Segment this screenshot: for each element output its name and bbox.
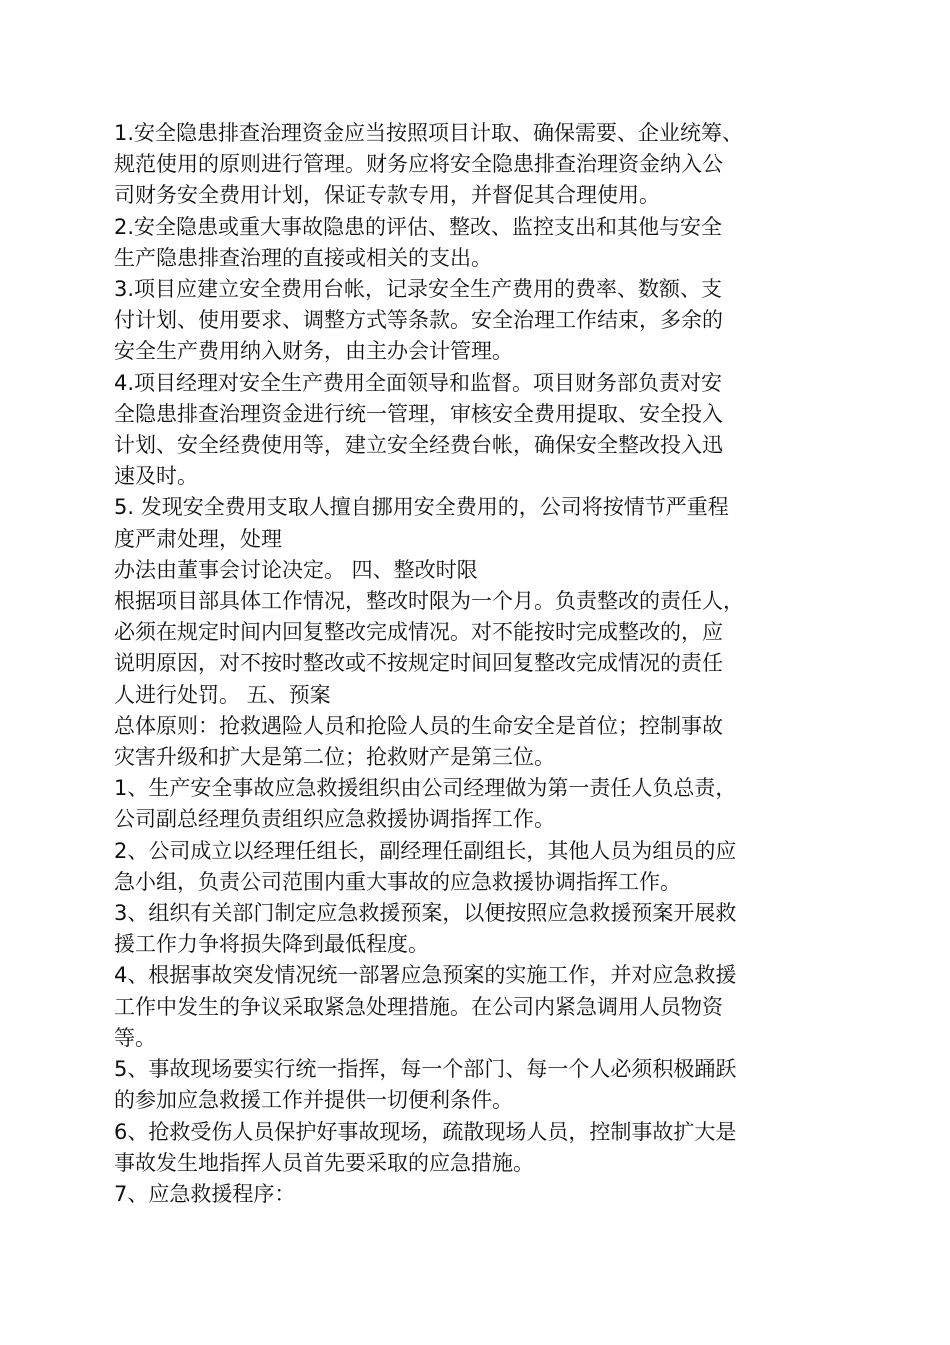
text-line: 1、生产安全事故应急救援组织由公司经理做为第一责任人负总责， [114,776,737,801]
paragraph-manager-oversight [114,368,794,493]
text-line: 的参加应急救援工作并提供一切便利条件。 [114,1088,513,1113]
paragraph-hazard-expenses [114,212,794,274]
paragraph-item-4 [114,960,794,1054]
paragraph-misuse-penalty [114,492,794,586]
text-line: 生产隐患排查治理的直接或相关的支出。 [114,245,492,270]
text-line: 工作中发生的争议采取紧急处理措施。在公司内紧急调用人员物资 [114,994,723,1019]
paragraph-item-5 [114,1054,794,1116]
paragraph-funding-management [114,118,794,212]
text-line: 计划、安全经费使用等，建立安全经费台帐，确保安全整改投入迅 [114,433,723,458]
text-line: 5、事故现场要实行统一指挥，每一个部门、每一个人必须积极踊跃 [114,1057,737,1082]
text-line: 5. 发现安全费用支取人擅自挪用安全费用的，公司将按情节严重程 [114,495,729,520]
text-line: 灾害升级和扩大是第二位；抢救财产是第三位。 [114,745,555,770]
text-line: 7、应急救援程序： [114,1181,296,1206]
text-line: 事故发生地指挥人员首先要采取的应急措施。 [114,1150,534,1175]
text-line: 安全生产费用纳入财务，由主办会计管理。 [114,339,513,364]
text-line: 3.项目应建立安全费用台帐，记录安全生产费用的费率、数额、支 [114,277,723,302]
text-line: 总体原则：抢救遇险人员和抢险人员的生命安全是首位；控制事故 [114,713,723,738]
paragraph-safety-ledger [114,274,794,368]
section-heading-deadline: 办法由董事会讨论决定。 四、整改时限 [114,557,478,582]
text-line: 司财务安全费用计划，保证专款专用，并督促其合理使用。 [114,183,660,208]
text-line: 速及时。 [114,464,198,489]
text-line: 3、组织有关部门制定应急救援预案，以便按照应急救援预案开展救 [114,901,737,926]
document-body [114,118,794,1210]
text-line: 援工作力争将损失降到最低程度。 [114,932,429,957]
text-line: 2.安全隐患或重大事故隐患的评估、整改、监控支出和其他与安全 [114,214,723,239]
text-line: 1.安全隐患排查治理资金应当按照项目计取、确保需要、企业统筹、 [114,121,744,145]
paragraph-item-1 [114,773,794,835]
text-line: 全隐患排查治理资金进行统一管理，审核安全费用提取、安全投入 [114,401,723,426]
text-line: 付计划、使用要求、调整方式等条款。安全治理工作结束，多余的 [114,308,723,333]
text-line: 4.项目经理对安全生产费用全面领导和监督。项目财务部负责对安 [114,370,723,395]
text-line: 说明原因，对不按时整改或不按规定时间回复整改完成情况的责任 [114,651,723,676]
text-line: 6、抢救受伤人员保护好事故现场，疏散现场人员，控制事故扩大是 [114,1119,737,1144]
text-line: 规范使用的原则进行管理。财务应将安全隐患排查治理资金纳入公 [114,152,723,177]
text-line: 急小组，负责公司范围内重大事故的应急救援协调指挥工作。 [114,869,681,894]
paragraph-item-7 [114,1179,794,1210]
text-line: 4、根据事故突发情况统一部署应急预案的实施工作，并对应急救援 [114,963,737,988]
text-line: 2、公司成立以经理任组长，副经理任副组长，其他人员为组员的应 [114,838,737,863]
paragraph-general-principle [114,711,794,773]
paragraph-item-6 [114,1117,794,1179]
text-line: 必须在规定时间内回复整改完成情况。对不能按时完成整改的，应 [114,620,723,645]
text-line: 公司副总经理负责组织应急救援协调指挥工作。 [114,807,555,832]
text-line: 度严肃处理，处理 [114,526,282,551]
paragraph-item-2 [114,836,794,898]
paragraph-item-3 [114,898,794,960]
text-line: 根据项目部具体工作情况，整改时限为一个月。负责整改的责任人， [114,589,744,614]
text-line: 等。 [114,1025,156,1050]
section-heading-plan: 人进行处罚。 五、预案 [114,682,331,707]
paragraph-rectification-deadline [114,586,794,711]
